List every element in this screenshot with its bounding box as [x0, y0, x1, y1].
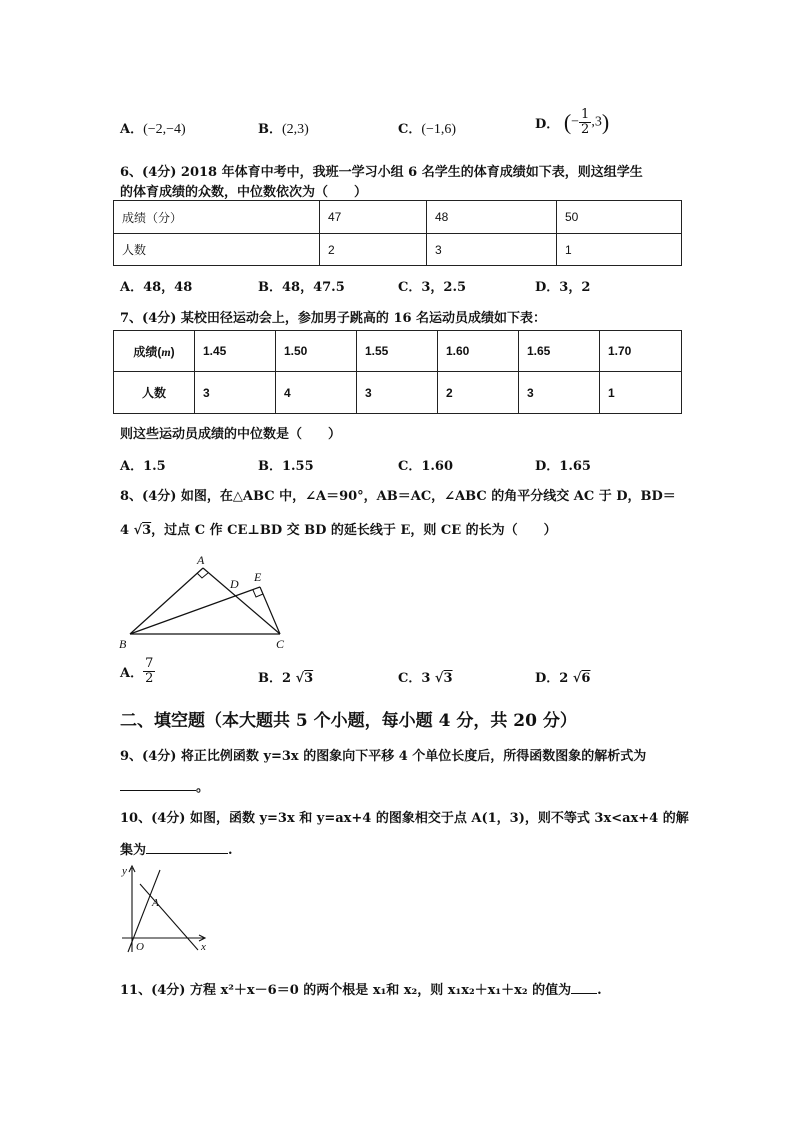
- table-cell: 1.45: [195, 331, 276, 372]
- q10-line2: 集为 .: [120, 839, 233, 858]
- table-cell: 50: [557, 201, 682, 234]
- q9-blank[interactable]: [120, 776, 196, 791]
- table-cell: 2: [320, 234, 427, 266]
- q11-blank[interactable]: [571, 979, 597, 994]
- label-a: A: [152, 897, 159, 909]
- q7-question: 则这些运动员成绩的中位数是（ ）: [120, 427, 342, 442]
- q8-line1: 8、(4分) 如图，在△ABC 中，∠A＝90°，AB＝AC，∠ABC 的角平分线交 AC 于 D，BD＝: [120, 489, 676, 504]
- label-x: x: [201, 941, 206, 953]
- q7-option-a[interactable]: A．1.5: [120, 459, 166, 474]
- q8-option-a[interactable]: A． $\frac{7}{2}$: [120, 656, 154, 686]
- q8-option-c[interactable]: C．3 √3: [398, 671, 453, 686]
- q6-score-table: [113, 200, 682, 266]
- label-e: E: [254, 570, 262, 584]
- q6-option-c[interactable]: C．3，2.5: [398, 280, 467, 295]
- table-cell: 1.65: [519, 331, 600, 372]
- segment-ab: [130, 568, 203, 634]
- q5-option-d[interactable]: D． (− $\frac{1}{2}$ ,3): [535, 107, 610, 137]
- right-angle-mark-a: [197, 573, 208, 578]
- table-cell: 成绩(m): [114, 331, 195, 372]
- table-cell: 1.70: [600, 331, 682, 372]
- q9-line1: 9、(4分) 将正比例函数 y=3x 的图象向下平移 4 个单位长度后，所得函数图象的解析式为: [120, 749, 647, 764]
- table-cell: 3: [195, 372, 276, 414]
- q7-option-d[interactable]: D．1.65: [535, 459, 591, 474]
- q10-line1: 10、(4分) 如图，函数 y=3x 和 y=ax+4 的图象相交于点 A(1，3)，则不等式 3x<ax+4 的解: [120, 811, 689, 826]
- q6-option-b[interactable]: B．48，47.5: [258, 280, 345, 295]
- table-cell: 1: [557, 234, 682, 266]
- label-o: O: [136, 941, 144, 953]
- table-cell: 1.55: [357, 331, 438, 372]
- label-d: D: [230, 577, 239, 591]
- q7-option-b[interactable]: B．1.55: [258, 459, 314, 474]
- table-cell: 4: [276, 372, 357, 414]
- q7-line1: 7、(4分) 某校田径运动会上，参加男子跳高的 16 名运动员成绩如下表：: [120, 311, 547, 326]
- table-cell: 3: [519, 372, 600, 414]
- q5-option-b[interactable]: B．(2,3): [258, 122, 309, 137]
- q10-graph-figure: [118, 862, 213, 957]
- label-b: B: [119, 637, 127, 651]
- q8-option-b[interactable]: B．2 √3: [258, 671, 314, 686]
- table-cell: 人数: [114, 372, 195, 414]
- table-cell: 1: [600, 372, 682, 414]
- table-cell: 3: [357, 372, 438, 414]
- section-title: 二、填空题（本大题共 5 个小题，每小题 4 分，共 20 分）: [120, 711, 577, 731]
- q5-option-a[interactable]: A．(−2,−4): [120, 122, 186, 137]
- label-y: y: [122, 865, 127, 877]
- table-cell: 48: [427, 201, 557, 234]
- q6-line2: 的体育成绩的众数，中位数依次为（ ）: [120, 185, 368, 200]
- label-c: C: [276, 637, 285, 651]
- segment-ac: [203, 568, 280, 634]
- table-cell: 人数: [114, 234, 320, 266]
- q6-option-a[interactable]: A．48，48: [120, 280, 193, 295]
- table-cell: 1.50: [276, 331, 357, 372]
- q5-option-c[interactable]: C．(−1,6): [398, 122, 457, 137]
- q6-line1: 6、(4分) 2018 年体育中考中，我班一学习小组 6 名学生的体育成绩如下表，则这组学生: [120, 165, 643, 180]
- table-cell: 2: [438, 372, 519, 414]
- q8-triangle-figure: [115, 550, 295, 655]
- q7-score-table: [113, 330, 682, 414]
- line-y-ax-4: [140, 884, 198, 950]
- line-y-3x: [128, 870, 160, 952]
- q8-line2: 4 √3，过点 C 作 CE⊥BD 交 BD 的延长线于 E，则 CE 的长为（ ）: [120, 523, 557, 538]
- q10-blank[interactable]: [146, 839, 228, 854]
- q6-option-d[interactable]: D．3，2: [535, 280, 591, 295]
- table-cell: 47: [320, 201, 427, 234]
- q9-answer-line: 。: [120, 776, 209, 795]
- table-cell: 3: [427, 234, 557, 266]
- q8-option-d[interactable]: D．2 √6: [535, 671, 591, 686]
- q7-option-c[interactable]: C．1.60: [398, 459, 454, 474]
- segment-be: [130, 587, 260, 634]
- q11-line: 11、(4分) 方程 x²＋x－6＝0 的两个根是 x₁和 x₂，则 x₁x₂＋x₁＋x₂ 的值为 .: [120, 979, 602, 998]
- table-cell: 成绩（分）: [114, 201, 320, 234]
- table-cell: 1.60: [438, 331, 519, 372]
- label-a: A: [197, 553, 205, 567]
